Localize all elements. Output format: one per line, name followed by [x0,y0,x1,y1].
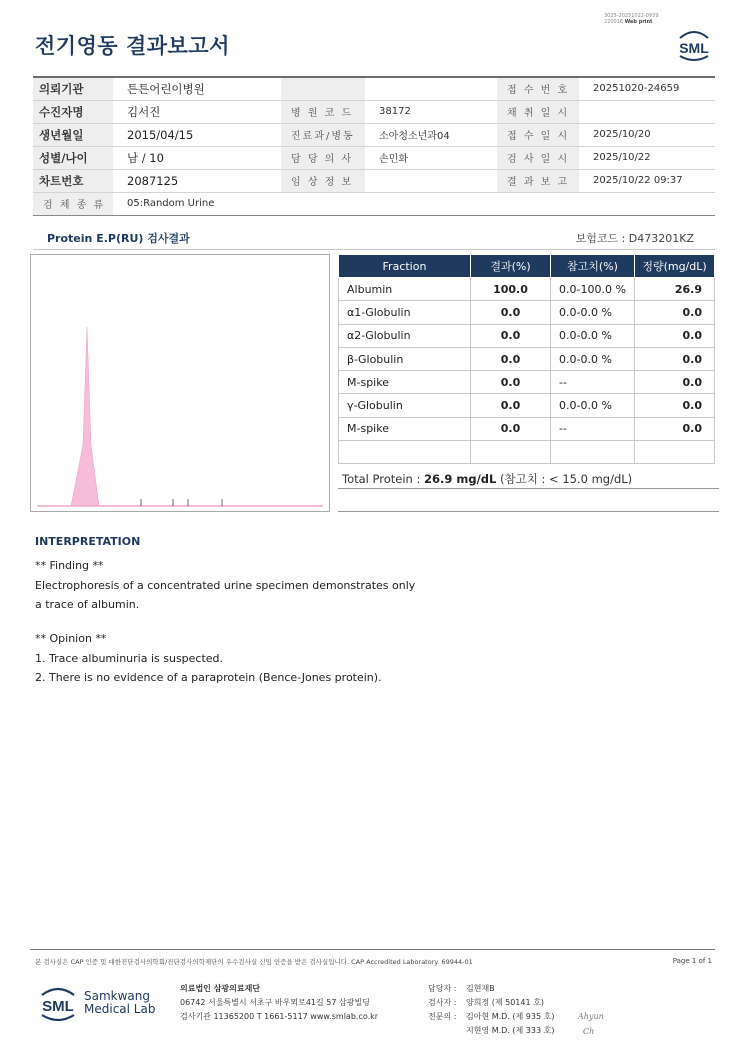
fraction-quantity: 0.0 [635,417,715,440]
fraction-reference: 0.0-0.0 % [551,394,635,417]
fraction-reference: -- [551,417,635,440]
info-value: 2025/10/22 [579,146,715,169]
page-number: Page 1 of 1 [672,957,712,965]
info-label: 임 상 정 보 [281,169,365,192]
fraction-result: 0.0 [471,371,551,394]
staff-role: 전문의 : [428,1012,457,1021]
info-label: 진료과/병동 [281,123,365,146]
info-value: 김서진 [113,100,281,123]
fraction-quantity: 0.0 [635,347,715,370]
staff-role: 담당자 : [428,984,457,993]
fraction-result [471,441,551,464]
fraction-name: M-spike [339,371,471,394]
print-meta [604,13,659,25]
fraction-row [339,441,715,464]
fraction-row [339,324,715,347]
info-value: 소아청소년과04 [365,123,497,146]
report-title: 전기영동 결과보고서 [35,34,230,58]
info-label: 차트번호 [33,169,113,192]
info-row [33,146,715,169]
info-label: 채 취 일 시 [497,100,579,123]
total-divider [338,488,719,489]
total-protein-value: 26.9 mg/dL [424,472,497,486]
staff-entry [428,1011,554,1022]
fraction-result: 0.0 [471,324,551,347]
info-row [33,169,715,192]
section-title: Protein E.P(RU) 검사결과 [47,232,190,245]
fraction-row [339,417,715,440]
fraction-name: β-Globulin [339,347,471,370]
org-name: 의료법인 삼광의료재단 [180,984,261,993]
fraction-header: Fraction [339,255,471,278]
total-protein-reference: (참고치 : < 15.0 mg/dL) [496,472,633,486]
info-row [33,123,715,146]
fraction-name: α1-Globulin [339,301,471,324]
info-value: 2025/10/20 [579,123,715,146]
finding-heading: ** Finding ** [35,559,104,572]
info-label: 수진자명 [33,100,113,123]
info-value [365,77,497,100]
fraction-name: α2-Globulin [339,324,471,347]
info-label: 생년월일 [33,123,113,146]
staff-entry [428,1025,554,1036]
insurance-code: 보험코드 : D473201KZ [575,232,694,245]
staff-entry [428,983,495,994]
info-value: 2087125 [113,169,281,192]
info-value: 남 / 10 [113,146,281,169]
info-label: 병 원 코 드 [281,100,365,123]
info-label: 의뢰기관 [33,77,113,100]
info-row [33,77,715,100]
specimen-value: 05:Random Urine [113,192,715,215]
fraction-reference: 0.0-0.0 % [551,301,635,324]
lab-name-line1: Samkwang [84,989,150,1003]
info-value: 2015/04/15 [113,123,281,146]
info-value: 38172 [365,100,497,123]
fraction-row [339,394,715,417]
staff-role: 검사자 : [428,998,457,1007]
staff-name: 지현영 M.D. (제 333 호) [466,1026,555,1035]
total-protein-label: Total Protein : [342,472,425,486]
sml-footer-logo-icon [36,981,80,1025]
fraction-name [339,441,471,464]
footer-divider [30,949,715,950]
info-label: 접 수 일 시 [497,123,579,146]
fraction-reference: 0.0-0.0 % [551,347,635,370]
fraction-reference [551,441,635,464]
fraction-quantity: 0.0 [635,371,715,394]
info-row [33,100,715,123]
fraction-name: Albumin [339,278,471,301]
info-label: 담 당 의 사 [281,146,365,169]
finding-text: Electrophoresis of a concentrated urine specimen demonstrates only [35,579,416,592]
total-divider [338,511,719,512]
staff-name: 양희정 (제 50141 호) [466,998,544,1007]
info-label: 결 과 보 고 [497,169,579,192]
info-label: 성별/나이 [33,146,113,169]
fraction-table [338,254,715,464]
fraction-header: 결과(%) [471,255,551,278]
sml-footer-logo-text: SML [42,998,74,1015]
specimen-label: 검 체 종 류 [33,192,113,215]
fraction-quantity [635,441,715,464]
info-value: 20251020-24659 [579,77,715,100]
lab-name [84,990,155,1016]
fraction-result: 0.0 [471,417,551,440]
fraction-reference: 0.0-0.0 % [551,324,635,347]
print-meta-code: 220016 [604,19,624,25]
specimen-row [33,192,715,215]
staff-entry [428,997,544,1008]
info-label: 접 수 번 호 [497,77,579,100]
fraction-row [339,347,715,370]
fraction-quantity: 0.0 [635,394,715,417]
info-value [365,169,497,192]
finding-text: a trace of albumin. [35,598,140,611]
patient-info-table [33,76,715,216]
print-meta-label: Web print [624,19,653,25]
opinion-heading: ** Opinion ** [35,632,107,645]
staff-name: 김현재B [466,984,495,993]
lab-name-line2: Medical Lab [84,1002,156,1016]
section-divider [33,249,715,250]
info-label [281,77,365,100]
fraction-name: M-spike [339,417,471,440]
fraction-row [339,278,715,301]
opinion-item: 1. Trace albuminuria is suspected. [35,652,224,665]
fraction-row [339,371,715,394]
fraction-reference: 0.0-100.0 % [551,278,635,301]
electrophoresis-plot [31,255,329,511]
fraction-row [339,301,715,324]
fraction-result: 100.0 [471,278,551,301]
info-value [579,100,715,123]
fraction-result: 0.0 [471,347,551,370]
signature-2: Ch [583,1027,595,1036]
fraction-quantity: 0.0 [635,301,715,324]
fraction-result: 0.0 [471,394,551,417]
fraction-name: γ-Globulin [339,394,471,417]
opinion-item: 2. There is no evidence of a paraprotein (Bence-Jones protein). [35,671,382,684]
fraction-header: 정량(mg/dL) [635,255,715,278]
sml-logo-text: SML [679,40,709,56]
fraction-reference: -- [551,371,635,394]
electrophoresis-graph [30,254,330,512]
staff-name: 김아현 M.D. (제 935 호) [466,1012,555,1021]
sml-logo-icon [674,28,714,62]
fraction-header: 참고치(%) [551,255,635,278]
accreditation-note: 본 검사실은 CAP 인증 및 대한진단검사의학회/진단검사의학재단의 우수검사실 신임 인증을 받은 검사실입니다. CAP Accredited Laboratory. 69944-01 [35,958,473,966]
albumin-peak [71,327,99,506]
info-value: 2025/10/22 09:37 [579,169,715,192]
info-value: 손민화 [365,146,497,169]
fraction-quantity: 0.0 [635,324,715,347]
total-protein [342,471,632,487]
interpretation-title: INTERPRETATION [35,535,141,548]
org-contact: 검사기관 11365200 T 1661-5117 www.smlab.co.kr [180,1012,379,1021]
fraction-result: 0.0 [471,301,551,324]
info-label: 검 사 일 시 [497,146,579,169]
print-meta-id: 3025-20251022-0939 [604,13,659,19]
info-value: 튼튼어린이병원 [113,77,281,100]
org-address: 06742 서울특별시 서초구 바우뫼로41길 57 삼광빌딩 [180,998,370,1007]
signature-1: Ahyun [578,1012,604,1021]
fraction-quantity: 26.9 [635,278,715,301]
